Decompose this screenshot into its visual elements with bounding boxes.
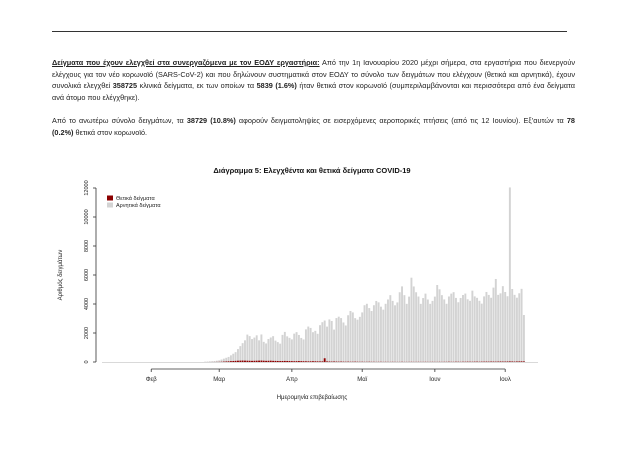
bar-negative: [432, 301, 434, 362]
bar-positive: [242, 361, 244, 362]
bar-negative: [352, 312, 354, 361]
bar-negative: [467, 299, 469, 361]
bar-positive: [225, 361, 227, 362]
bar-negative: [305, 329, 307, 361]
x-tick-label: Μαϊ: [357, 377, 368, 383]
bar-positive: [314, 361, 316, 362]
bar-positive: [263, 361, 265, 362]
bar-negative: [514, 295, 516, 362]
bar-negative: [462, 295, 464, 362]
bar-positive: [260, 361, 262, 362]
bar-negative: [425, 294, 427, 362]
x-tick-label: Φεβ: [145, 377, 157, 383]
bar-positive: [333, 361, 335, 362]
top-rule: [52, 31, 567, 32]
bar-negative: [507, 296, 509, 361]
bar-negative: [251, 339, 253, 361]
bar-negative: [331, 321, 333, 362]
bar-negative: [235, 352, 237, 361]
bar-negative: [408, 297, 410, 362]
bar-negative: [342, 322, 344, 361]
bar-negative: [368, 308, 370, 362]
y-tick-label: 4000: [84, 297, 90, 311]
bar-positive: [523, 361, 525, 362]
bar-negative: [401, 286, 403, 361]
bar-negative: [293, 334, 295, 362]
bar-negative: [493, 288, 495, 362]
bar-negative: [490, 298, 492, 362]
bar-negative: [464, 294, 466, 362]
chart-title: Διάγραμμα 5: Ελεγχθέντα και θετικά δείγματα COVID-19: [213, 166, 411, 175]
bar-negative: [357, 320, 359, 362]
bar-negative: [333, 330, 335, 362]
paragraph-text: ήταν θετικά στον κορωνοϊό (συμπεριλαμβάνονται και περισσότερα από ένα δείγματα ανά άτομο που ελέγχθηκε).: [52, 81, 576, 102]
x-tick-label: Ιουλ: [499, 377, 511, 383]
y-tick-label: 6000: [84, 268, 90, 282]
bar-positive: [251, 361, 253, 362]
legend-label: Θετικά δείγματα: [116, 196, 155, 202]
bar-negative: [303, 339, 305, 361]
bar-negative: [239, 346, 241, 361]
bar-negative: [420, 304, 422, 362]
bar-negative: [415, 292, 417, 362]
bar-negative: [289, 338, 291, 361]
paragraph-airport-samples: [52, 115, 575, 138]
bar-positive: [298, 361, 300, 362]
bar-negative: [422, 298, 424, 362]
bar-positive: [289, 361, 291, 362]
x-tick-label: Ιουν: [429, 377, 441, 383]
bar-negative: [439, 289, 441, 362]
paragraph-text: κλινικά δείγματα, εκ των οποίων τα: [137, 81, 257, 91]
paragraph-text: αφορούν δειγματοληψίες σε εισερχόμενες αεροπορικές πτήσεις (από τις 12 Ιουνίου). Εξ’αυτών τα: [235, 116, 567, 125]
bar-negative: [361, 312, 363, 361]
bar-negative: [504, 292, 506, 362]
bar-positive: [305, 361, 307, 362]
bar-negative: [460, 298, 462, 362]
bar-positive: [303, 361, 305, 362]
bar-negative: [279, 344, 281, 361]
paragraph-lab-samples: [52, 57, 575, 103]
y-tick-label: 12000: [84, 180, 90, 196]
bar-negative: [319, 325, 321, 361]
bar-negative: [450, 294, 452, 362]
bar-negative: [392, 301, 394, 362]
airport-samples: 38729 (10.8%): [186, 116, 236, 125]
bar-negative: [488, 295, 490, 362]
bar-negative: [511, 289, 513, 362]
bar-positive: [324, 358, 326, 362]
bar-positive: [312, 361, 314, 362]
bar-positive: [256, 361, 258, 362]
bar-positive: [279, 361, 281, 362]
bar-positive: [286, 361, 288, 362]
bar-positive: [253, 361, 255, 362]
bar-negative: [502, 286, 504, 361]
bar-positive: [300, 361, 302, 362]
bar-negative: [328, 319, 330, 361]
bar-positive: [270, 361, 272, 362]
bar-negative: [291, 339, 293, 361]
bar-negative: [478, 301, 480, 362]
bar-positive: [272, 361, 274, 362]
bar-negative: [366, 304, 368, 362]
bar-negative: [375, 301, 377, 362]
bar-negative: [275, 341, 277, 361]
bar-negative: [246, 335, 248, 361]
bar-positive: [507, 361, 509, 362]
bar-negative: [216, 361, 218, 362]
bar-positive: [319, 361, 321, 362]
bar-negative: [321, 322, 323, 361]
bar-negative: [312, 332, 314, 361]
bar-negative: [373, 305, 375, 362]
bar-negative: [427, 300, 429, 362]
bar-negative: [282, 335, 284, 361]
bar-negative: [516, 298, 518, 362]
bar-negative: [260, 334, 262, 360]
y-tick-label: 10000: [84, 209, 90, 225]
y-axis-label: Αριθμός δειγμάτων: [58, 249, 64, 301]
bar-negative: [457, 302, 459, 361]
bar-positive: [230, 361, 232, 362]
bar-negative: [403, 295, 405, 362]
bar-negative: [443, 299, 445, 361]
bar-positive: [326, 361, 328, 362]
bar-positive: [293, 361, 295, 362]
bar-negative: [371, 311, 373, 362]
bar-positive: [275, 361, 277, 362]
bar-negative: [476, 298, 478, 362]
bar-negative: [335, 318, 337, 362]
total-samples: 358725: [112, 81, 138, 91]
bar-negative: [228, 357, 230, 361]
bar-negative: [338, 317, 340, 362]
bar-negative: [347, 315, 349, 361]
bar-negative: [265, 343, 267, 360]
bar-positive: [282, 361, 284, 362]
bar-negative: [453, 292, 455, 362]
bar-positive: [291, 361, 293, 362]
bar-positive: [265, 361, 267, 362]
paragraph-text: θετικά στον κορωνοϊό.: [73, 127, 148, 137]
bar-negative: [326, 327, 328, 362]
bar-negative: [434, 297, 436, 362]
bar-negative: [354, 318, 356, 362]
bar-positive: [521, 361, 523, 362]
legend-label: Αρνητικά δείγματα: [116, 203, 161, 209]
bar-negative: [481, 304, 483, 362]
bar-positive: [310, 361, 312, 362]
bar-positive: [509, 361, 511, 362]
y-tick-label: 0: [84, 360, 90, 364]
bar-positive: [258, 361, 260, 362]
bar-positive: [516, 361, 518, 362]
bar-negative: [277, 342, 279, 361]
paragraph-text: Από το ανωτέρω σύνολο δειγμάτων, τα: [52, 116, 187, 125]
bar-negative: [378, 302, 380, 361]
bar-negative: [523, 315, 525, 361]
bar-negative: [413, 286, 415, 361]
chart-legend: [107, 195, 161, 209]
bar-negative: [380, 307, 382, 362]
bar-negative: [286, 336, 288, 361]
bar-negative: [345, 325, 347, 361]
covid-samples-chart: [50, 160, 570, 410]
bar-negative: [284, 332, 286, 361]
bar-negative: [232, 354, 234, 361]
bar-positive: [277, 361, 279, 362]
bar-negative: [272, 336, 274, 361]
bar-negative: [387, 300, 389, 362]
bar-negative: [410, 278, 412, 362]
bar-negative: [350, 311, 352, 362]
bar-negative: [256, 335, 258, 360]
paragraph-heading: Δείγματα που έχουν ελεγχθεί στα συνεργαζόμενα με τον ΕΟΔΥ εργαστήρια:: [52, 58, 320, 67]
bar-negative: [340, 318, 342, 362]
bar-positive: [232, 361, 234, 362]
bar-negative: [446, 304, 448, 362]
bar-positive: [284, 361, 286, 362]
bar-negative: [364, 305, 366, 362]
bar-negative: [296, 332, 298, 361]
bar-positive: [317, 361, 319, 362]
bar-negative: [253, 338, 255, 361]
paragraph-text: Από την 1η Ιανουαρίου 2020 μέχρι σήμερα, στα εργαστήρια που διενεργούν ελέγχους για τον νέο κορωνοϊό (SARS-CoV-2) και που δηλώνουν συστηματικά στον ΕΟΔΥ το σύνολο των δειγμάτων που ελέγχουν (θετικά και αρνητικά), έχουν συνολικά ελεγχθεί: [52, 58, 575, 91]
bar-negative: [324, 321, 326, 359]
bar-negative: [521, 289, 523, 362]
bar-negative: [441, 295, 443, 362]
bar-negative: [359, 317, 361, 362]
bars-group: [204, 187, 525, 362]
x-tick-label: Απρ: [286, 377, 298, 383]
bar-negative: [221, 360, 223, 362]
bar-negative: [258, 340, 260, 360]
bar-negative: [270, 337, 272, 360]
bar-positive: [228, 361, 230, 362]
bar-negative: [448, 296, 450, 361]
bar-positive: [244, 361, 246, 362]
bar-negative: [474, 296, 476, 361]
bar-negative: [209, 361, 211, 362]
bar-positive: [518, 361, 520, 362]
bar-negative: [436, 285, 438, 362]
bar-negative: [244, 340, 246, 360]
bar-negative: [495, 279, 497, 362]
bar-negative: [225, 358, 227, 362]
bar-positive: [246, 361, 248, 362]
bar-negative: [483, 296, 485, 361]
bar-negative: [485, 292, 487, 362]
bar-negative: [300, 338, 302, 361]
bar-negative: [389, 295, 391, 362]
bar-negative: [242, 343, 244, 360]
bar-positive: [511, 361, 513, 362]
bar-negative: [396, 302, 398, 361]
legend-swatch: [107, 196, 113, 201]
y-tick-label: 2000: [84, 326, 90, 340]
bar-negative: [394, 305, 396, 362]
x-axis-label: Ημερομηνία επιβεβαίωσης: [276, 395, 348, 401]
bar-negative: [249, 336, 251, 361]
bar-negative: [211, 361, 213, 362]
airport-positive-samples: 78 (0.2%): [52, 116, 575, 137]
bar-positive: [249, 361, 251, 362]
bar-negative: [385, 304, 387, 362]
bar-negative: [218, 360, 220, 361]
bar-negative: [500, 293, 502, 361]
bar-positive: [500, 361, 502, 362]
bar-negative: [469, 301, 471, 362]
bar-negative: [497, 295, 499, 362]
positive-samples: 5839 (1.6%): [256, 81, 297, 91]
bar-positive: [307, 361, 309, 362]
bar-positive: [321, 361, 323, 362]
bar-negative: [314, 331, 316, 361]
bar-negative: [429, 304, 431, 362]
bar-negative: [317, 334, 319, 362]
bar-positive: [267, 361, 269, 362]
bar-negative: [310, 328, 312, 361]
bar-positive: [239, 361, 241, 362]
bar-positive: [235, 361, 237, 362]
bar-positive: [237, 361, 239, 362]
bar-negative: [455, 298, 457, 362]
legend-swatch: [107, 203, 113, 208]
bar-negative: [230, 355, 232, 361]
bar-negative: [263, 342, 265, 361]
bar-negative: [518, 293, 520, 361]
bar-negative: [382, 310, 384, 362]
bar-positive: [296, 361, 298, 362]
bar-negative: [223, 359, 225, 362]
bar-negative: [509, 187, 511, 361]
bar-negative: [471, 291, 473, 362]
bar-negative: [267, 339, 269, 361]
x-tick-label: Μαρ: [213, 377, 226, 383]
bar-negative: [307, 327, 309, 362]
bar-negative: [406, 304, 408, 362]
bar-negative: [399, 292, 401, 362]
bar-negative: [417, 297, 419, 362]
bar-negative: [214, 361, 216, 362]
bar-negative: [298, 335, 300, 361]
bar-positive: [328, 361, 330, 362]
y-tick-label: 8000: [84, 239, 90, 253]
bar-negative: [237, 349, 239, 361]
